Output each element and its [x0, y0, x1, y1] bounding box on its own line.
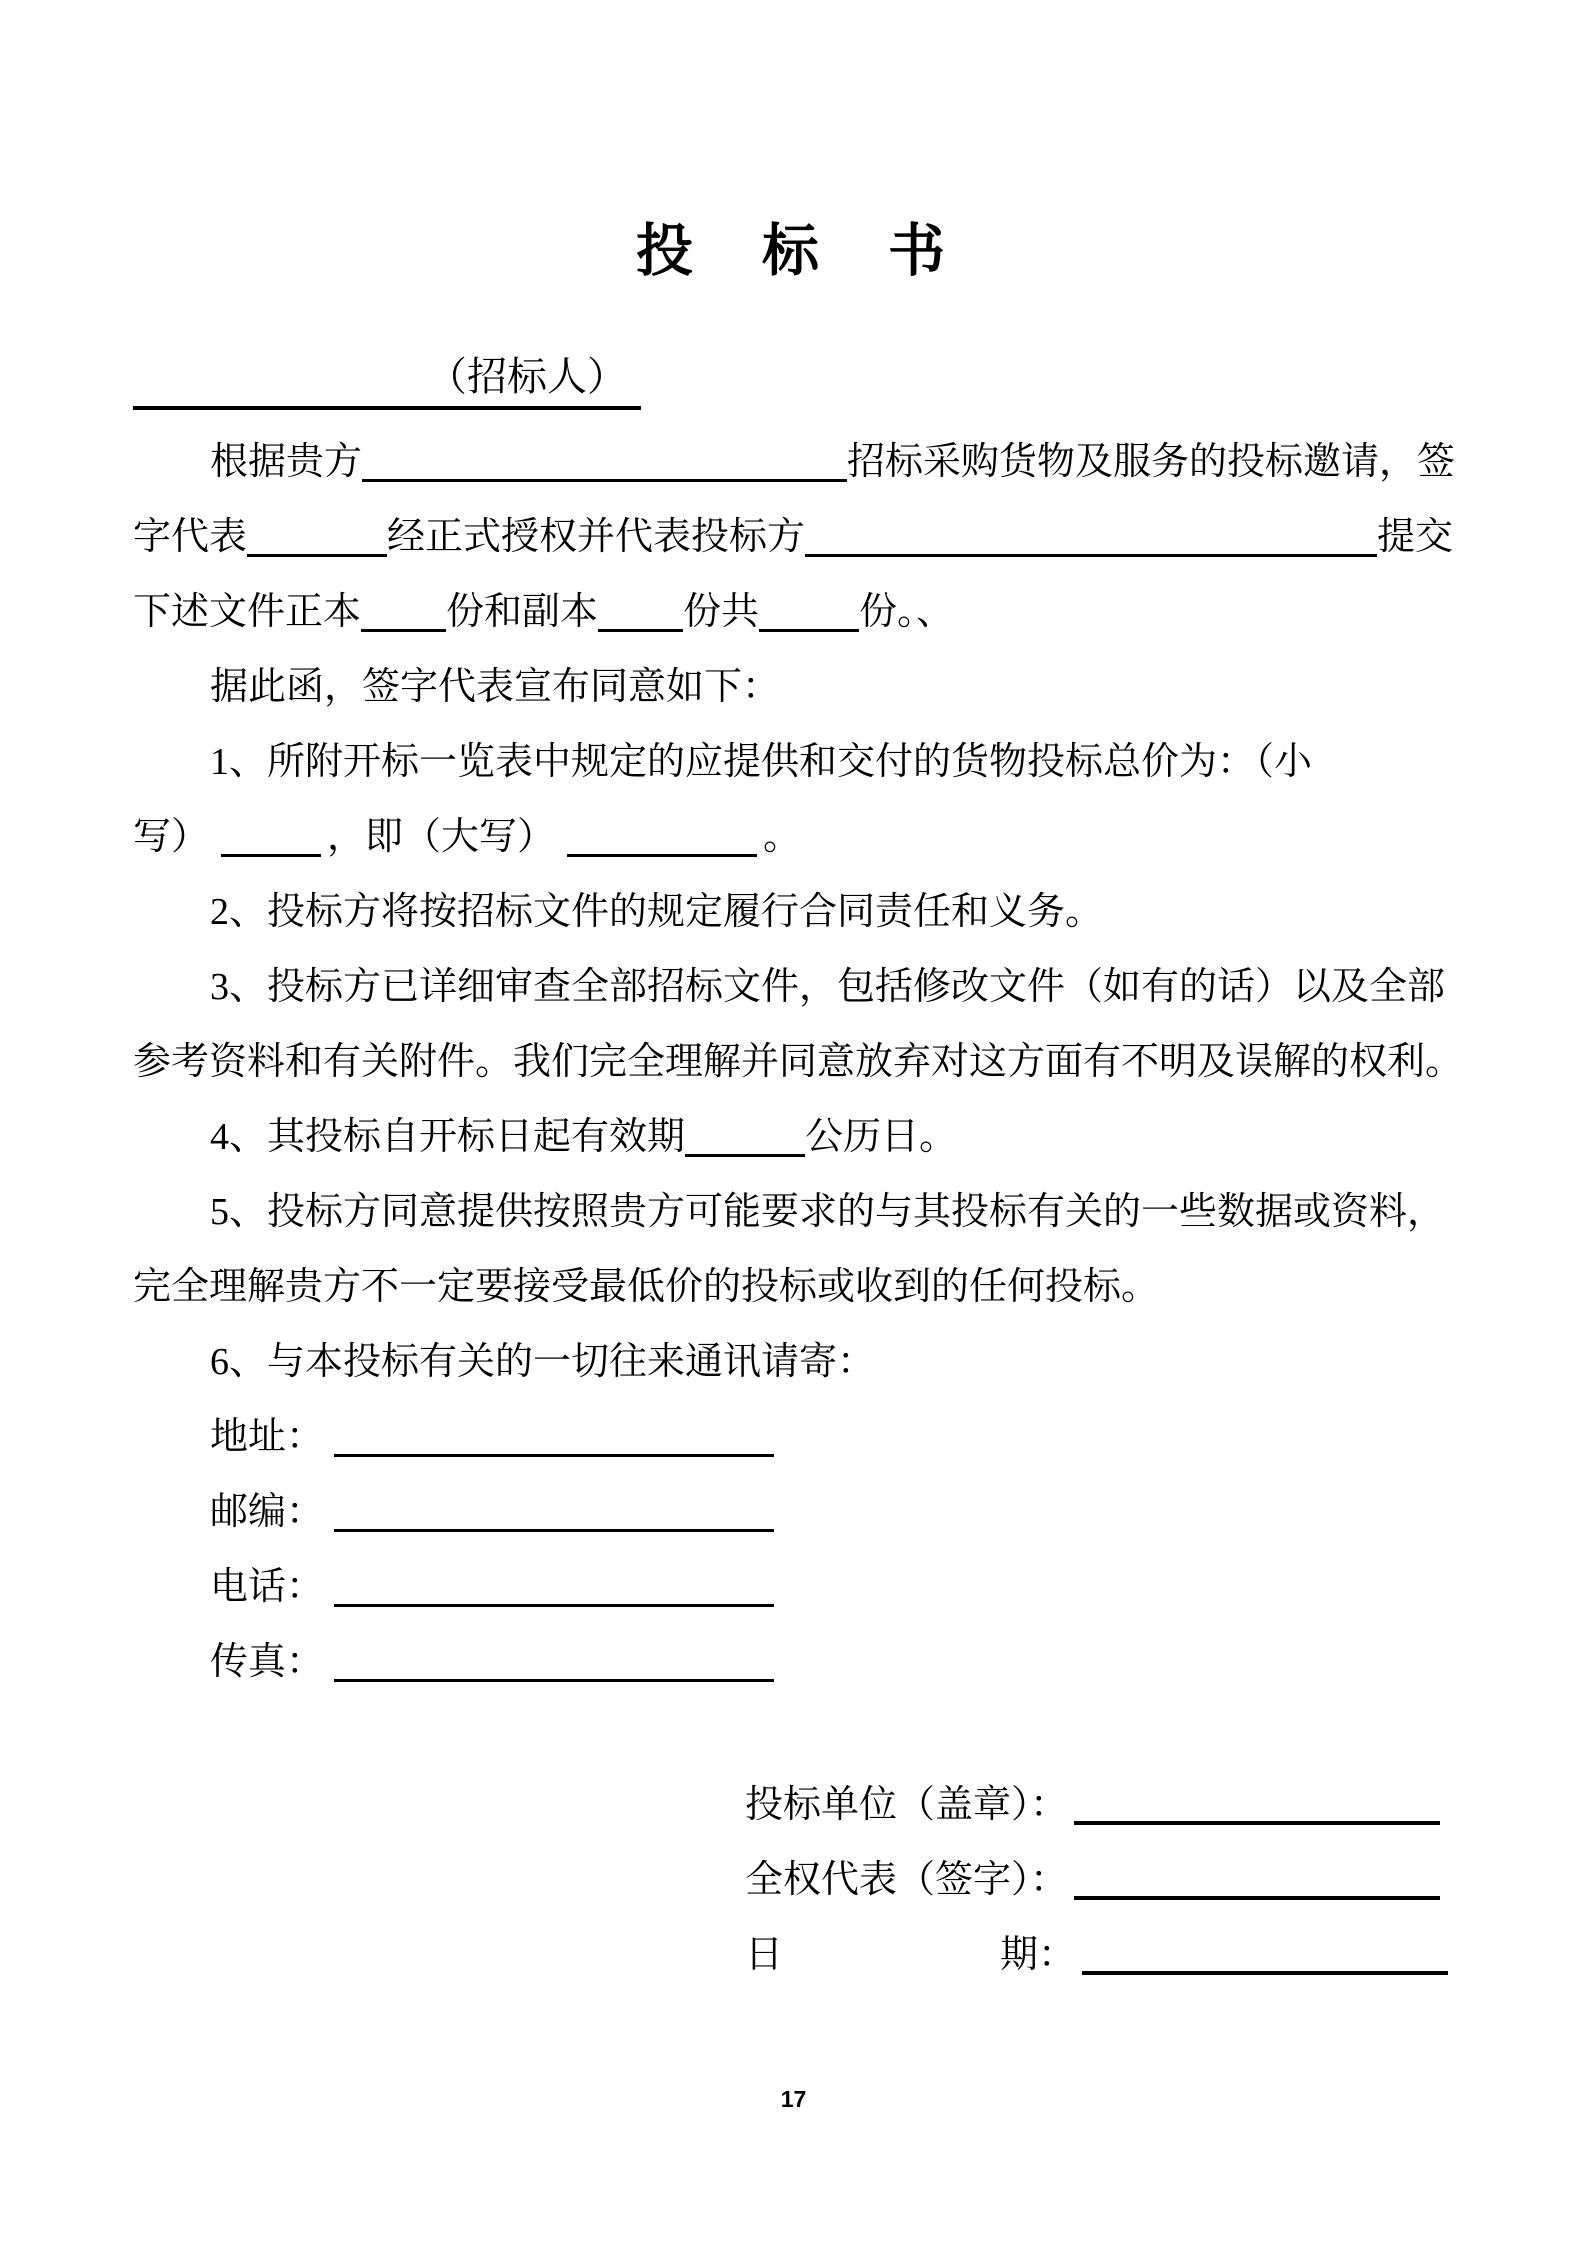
- body-text: ，即（大写）: [327, 816, 556, 858]
- body-text: 经正式授权并代表投标方: [387, 516, 806, 558]
- body-text: 3、投标方已详细审查全部招标文件，包括修改文件（如有的话）以及全部: [210, 966, 1446, 1008]
- body-text: 5、投标方同意提供按照贵方可能要求的与其投标有关的一些数据或资料，: [210, 1191, 1446, 1233]
- authorized-rep-blank-field: [1074, 1852, 1440, 1900]
- fax-blank-field: [334, 1635, 774, 1682]
- body-text: 份。、: [859, 591, 955, 633]
- blank-field: [247, 510, 387, 557]
- body-text: 写）: [133, 816, 210, 858]
- fax-line: [133, 1625, 1463, 1700]
- bid-unit-seal-label: 投标单位（盖章）：: [745, 1784, 1069, 1826]
- body-text: 。: [763, 816, 802, 858]
- body-text: 2、投标方将按招标文件的规定履行合同责任和义务。: [210, 891, 1104, 933]
- bid-unit-blank-field: [1074, 1777, 1440, 1825]
- body-text: 字代表: [133, 516, 248, 558]
- address-line: [133, 1400, 1463, 1475]
- phone-line: [133, 1550, 1463, 1625]
- list-item-6: [133, 1325, 1463, 1400]
- body-text: 下述文件正本: [133, 591, 362, 633]
- list-item-4: [133, 1100, 1463, 1175]
- phone-blank-field: [334, 1560, 774, 1607]
- blank-field: [805, 510, 1377, 557]
- body-text: 参考资料和有关附件。我们完全理解并同意放弃对这方面有不明及误解的权利。: [133, 1041, 1464, 1083]
- body-text: 招标采购货物及服务的投标邀请，签: [847, 441, 1456, 483]
- tenderer-label: （招标人）: [427, 354, 627, 399]
- list-item-5-line-1: [133, 1175, 1463, 1250]
- document-body: [133, 425, 1463, 1700]
- list-item-1-line-1: [133, 725, 1463, 800]
- body-text: 提交: [1377, 516, 1454, 558]
- tenderer-blank-line: [133, 348, 641, 410]
- blank-field: [567, 810, 757, 857]
- body-text: 据此函，签字代表宣布同意如下：: [210, 666, 781, 708]
- signature-block: [745, 1768, 1448, 1993]
- postcode-blank-field: [334, 1485, 774, 1532]
- paragraph-line: [133, 425, 1463, 500]
- address-label: 地址：: [210, 1416, 325, 1458]
- body-text: 份共: [683, 591, 760, 633]
- authorized-rep-label: 全权代表（签字）：: [745, 1859, 1069, 1901]
- list-item-3-line-1: [133, 950, 1463, 1025]
- paragraph-line: [133, 575, 1463, 650]
- date-label-right: 期：: [1000, 1934, 1077, 1976]
- body-text: 完全理解贵方不一定要接受最低价的投标或收到的任何投标。: [133, 1266, 1160, 1308]
- address-blank-field: [334, 1410, 774, 1457]
- fax-label: 传真：: [210, 1641, 325, 1683]
- body-text: 1、所附开标一览表中规定的应提供和交付的货物投标总价为：（小: [210, 741, 1313, 783]
- body-text: 根据贵方: [210, 441, 363, 483]
- blank-field: [685, 1110, 805, 1157]
- date-blank-field: [1082, 1927, 1448, 1975]
- blank-field: [362, 435, 847, 482]
- body-text: 6、与本投标有关的一切往来通讯请寄：: [210, 1341, 876, 1383]
- paragraph-line: [133, 500, 1463, 575]
- list-item-5-line-2: [133, 1250, 1463, 1325]
- body-text: 份和副本: [446, 591, 599, 633]
- postcode-label: 邮编：: [210, 1491, 325, 1533]
- blank-field: [221, 810, 321, 857]
- bid-unit-seal-line: [745, 1768, 1448, 1843]
- list-item-1-line-2: [133, 800, 1463, 875]
- postcode-line: [133, 1475, 1463, 1550]
- blank-field: [759, 585, 859, 632]
- list-item-2: [133, 875, 1463, 950]
- date-line: [745, 1918, 1448, 1993]
- authorized-rep-sign-line: [745, 1843, 1448, 1918]
- phone-label: 电话：: [210, 1566, 325, 1608]
- list-item-3-line-2: [133, 1025, 1463, 1100]
- paragraph-line: [133, 650, 1463, 725]
- date-label-left: 日: [745, 1934, 784, 1976]
- blank-field: [598, 585, 683, 632]
- page-number: 17: [780, 2086, 807, 2112]
- blank-field: [361, 585, 446, 632]
- document-title: 投 标 书: [636, 220, 951, 283]
- body-text: 公历日。: [805, 1116, 958, 1158]
- body-text: 4、其投标自开标日起有效期: [210, 1116, 686, 1158]
